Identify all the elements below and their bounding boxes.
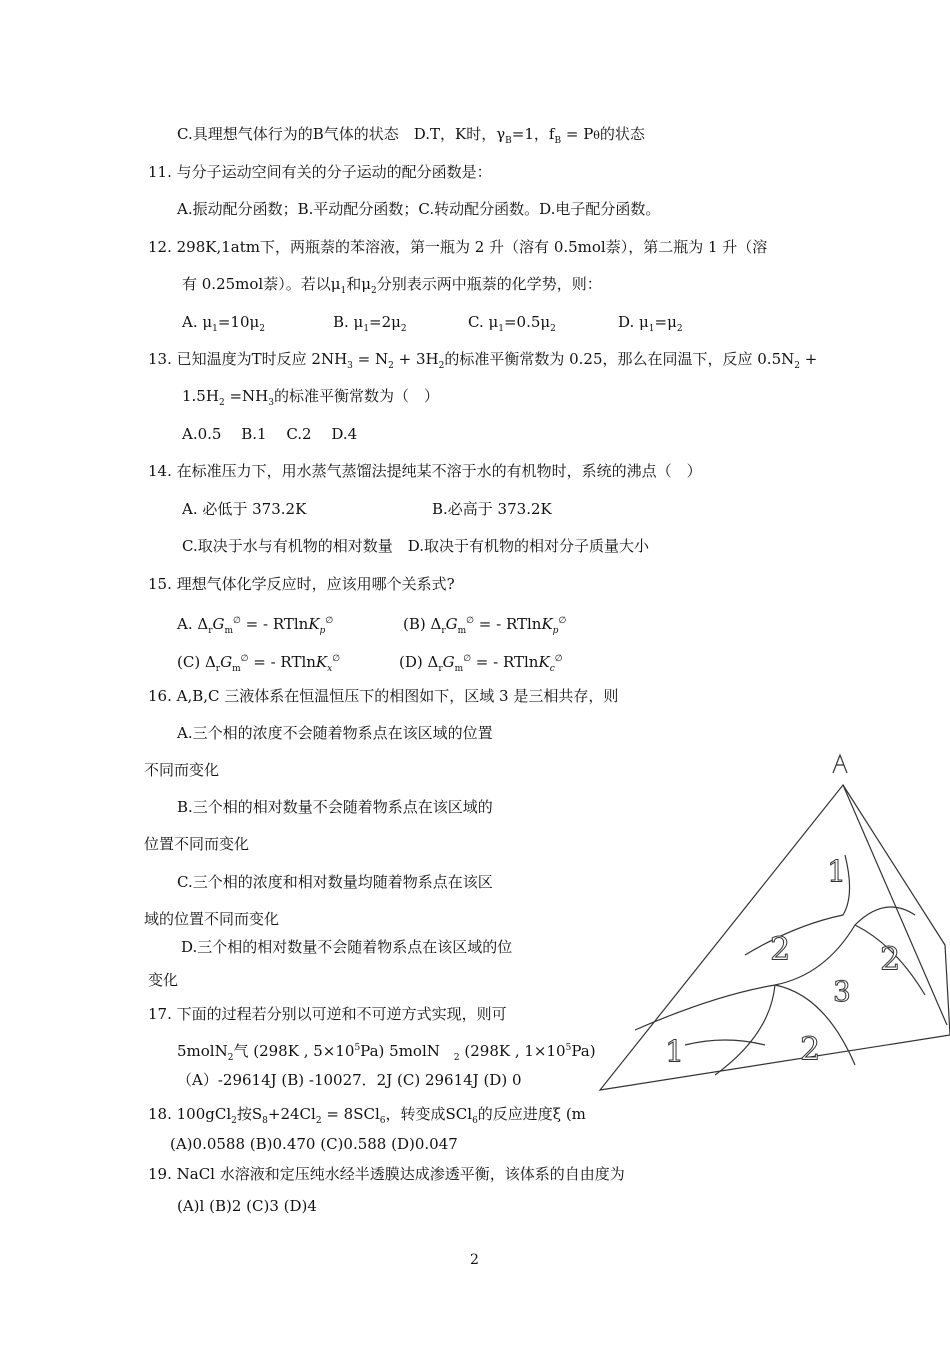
question-18: 18. 100gCl$_2$按$S_8+24Cl_2 = 8SCl_6$，转变成SCl$_6$的反应进度ξ (m xyxy=(148,1105,586,1126)
phase-boundary xyxy=(635,907,915,1030)
region-label-2-left: 2 xyxy=(770,930,791,968)
question-16: 16. A,B,C 三液体系在恒温恒压下的相图如下，区域 3 是三相共存，则 xyxy=(148,687,619,705)
question-16-a1: A.三个相的浓度不会随着物系点在该区域的位置 xyxy=(177,724,493,742)
option-line: C.具理想气体行为的B气体的状态 D.T，K时，$\gamma_B=1$，$f_B = P\theta$的状态 xyxy=(177,125,645,146)
question-14-option-b: B.必高于 373.2K xyxy=(432,500,552,518)
region-label-1-top: 1 xyxy=(827,855,847,890)
question-11: 11. 与分子运动空间有关的分子运动的配分函数是： xyxy=(148,163,492,181)
question-12-option-b: B. $\mu_1=2\mu_2$ xyxy=(333,313,407,334)
question-15-option-d: (D) $\Delta_rG_m^\emptyset$ = - RTlnK$_c$∅ xyxy=(399,653,563,674)
ternary-phase-diagram xyxy=(595,745,950,1105)
question-12-option-d: D. $\mu_1=\mu_2$ xyxy=(618,313,683,334)
region-label-1-bottom: 1 xyxy=(665,1035,685,1070)
page-number: 2 xyxy=(470,1252,479,1268)
question-16-c2: 域的位置不同而变化 xyxy=(144,910,280,928)
region-label-2-right: 2 xyxy=(880,940,901,978)
question-15-option-b: (B) $\Delta_rG_m^\emptyset$ = - RTlnK$_p$∅ xyxy=(403,615,567,636)
question-15: 15. 理想气体化学反应时，应该用哪个关系式? xyxy=(148,575,455,593)
question-13: 13. 已知温度为T时反应 $2NH_3 = N_2 + 3H_2$的标准平衡常数为 0.25，那么在同温下，反应 $0.5N_2$ + xyxy=(148,350,818,371)
question-14-options-cd: C.取决于水与有机物的相对数量 D.取决于有机物的相对分子质量大小 xyxy=(182,537,649,555)
question-17-options: （A）-29614J (B) -10027．2J (C) 29614J (D) 0 xyxy=(177,1071,522,1089)
region-label-3: 3 xyxy=(833,975,851,1008)
question-13-options: A.0.5 B.1 C.2 D.4 xyxy=(182,425,358,443)
question-11-options: A.振动配分函数；B.平动配分函数；C.转动配分函数。D.电子配分函数。 xyxy=(177,200,661,218)
region-label-2-bottom: 2 xyxy=(800,1030,821,1068)
question-17-process: 5molN$_2$气 (298K , $5\times 10^5Pa$) 5molN $_2$ (298K , $1\times 10^5Pa$) xyxy=(177,1042,596,1063)
question-14: 14. 在标准压力下，用水蒸气蒸馏法提纯某不溶于水的有机物时，系统的沸点（ ） xyxy=(148,462,702,480)
question-19-options: (A)l (B)2 (C)3 (D)4 xyxy=(177,1197,317,1215)
question-14-option-a: A. 必低于 373.2K xyxy=(182,500,307,518)
question-19: 19. NaCl 水溶液和定压纯水经半透膜达成渗透平衡，该体系的自由度为 xyxy=(148,1165,625,1183)
question-18-options: (A)0.0588 (B)0.470 (C)0.588 (D)0.047 xyxy=(170,1135,458,1153)
question-16-a2: 不同而变化 xyxy=(144,761,220,779)
question-17: 17. 下面的过程若分别以可逆和不可逆方式实现，则可 xyxy=(148,1005,507,1023)
question-13-cont: $1.5H_2 =NH_3$的标准平衡常数为（ ） xyxy=(182,387,439,408)
question-12-option-c: C. $\mu_1=0.5\mu_2$ xyxy=(468,313,556,334)
question-16-d2: 变化 xyxy=(148,971,179,989)
question-16-b1: B.三个相的相对数量不会随着物系点在该区域的 xyxy=(177,798,493,816)
question-16-d1: D.三个相的相对数量不会随着物系点在该区域的位 xyxy=(181,938,513,956)
question-12: 12. 298K,1atm下，两瓶萘的苯溶液，第一瓶为 2 升（溶有 0.5mol萘），第二瓶为 1 升（溶 xyxy=(148,238,768,256)
question-15-option-c: (C) $\Delta_rG_m^\emptyset$ = - RTlnK$_x$∅ xyxy=(177,653,341,674)
question-16-c1: C.三个相的浓度和相对数量均随着物系点在该区 xyxy=(177,873,493,891)
question-12-option-a: A. $\mu_1=10\mu_2$ xyxy=(182,313,265,334)
question-15-option-a: A. $\Delta_rG_m^\emptyset$ = - RTlnK$_p$∅ xyxy=(177,615,334,636)
question-16-b2: 位置不同而变化 xyxy=(144,835,250,853)
question-12-cont: 有 0.25mol萘）。若以$\mu_1$和$\mu_2$分别表示两中瓶萘的化学势，则： xyxy=(182,275,602,296)
